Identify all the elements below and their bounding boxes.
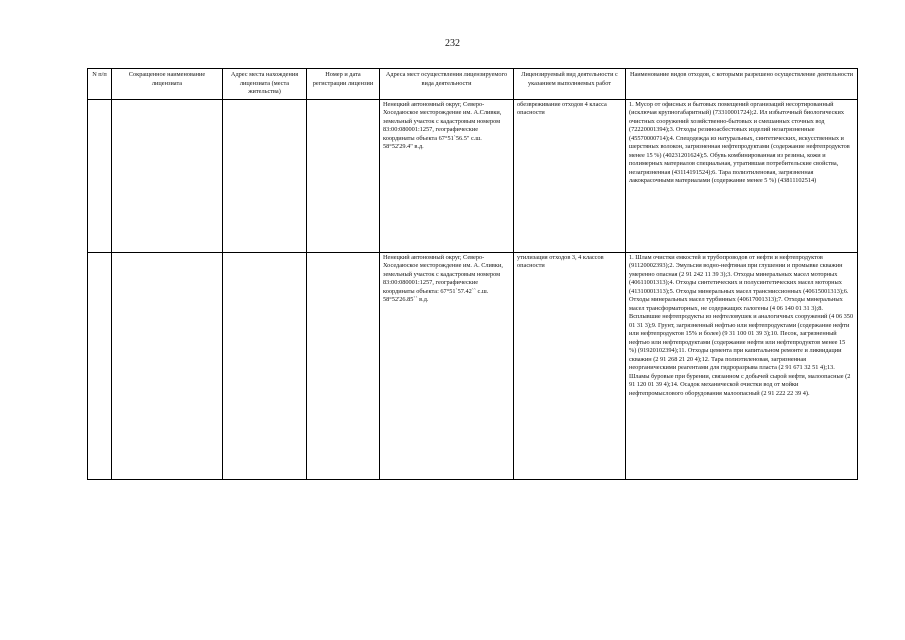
header-activity-address: Адреса мест осуществления лицензируемого вида деятельности	[380, 69, 514, 100]
cell-waste-types: 1. Шлам очистки емкостей и трубопроводов от нефти и нефтепродуктов (91120002393);2. Эмульсия водно-нефтяная при глушении и промывке скважин умеренно опасная (2 91 242 11 39 3);3. Отходы минеральных масел моторных (40611001313);4. Отходы синтетических и полусинтетических масел моторных (41310001313);5. Отходы минеральных масел трансмиссионных (40615001313);6. Отходы минеральных масел турбинных (40617001313);7. Отходы минеральных масел трансформаторных, не содержащих галогены (4 06 140 01 31 3);8. Всплывшие нефтепродукты из нефтеловушек и аналогичных сооружений (4 06 350 01 31 3);9. Грунт, загрязненный нефтью или нефтепродуктами (содержание нефти или нефтепродуктов 15% и более) (9 31 100 01 39 3);10. Песок, загрязненный нефтью или нефтепродуктами (содержание нефти или нефтепродуктов менее 15 %) (91920102394);11. Отходы цемента при капитальном ремонте и ликвидации скважин (2 91 268 21 20 4);12. Тара полиэтиленовая, загрязненная неорганическими реагентами для гидроразрыва пласта (2 91 671 32 51 4);13. Шламы буровые при бурении, связанном с добычей сырой нефти, малоопасные (2 91 120 01 39 4);14. Осадок механической очистки вод от мойки нефтепромыслового оборудования малоопасный (2 91 222 22 39 4).	[626, 252, 858, 479]
cell-licensee-name	[112, 252, 223, 479]
cell-waste-types: 1. Мусор от офисных и бытовых помещений организаций несортированный (исключая крупногабаритный) (73310001724);2. Ил избыточный биологических очистных сооружений хозяйственно-бытовых и смешанных сточных вод (72220001394);3. Отходы резиноасбестовых изделий незагрязненные (45570000714);4. Спецодежда из натуральных, синтетических, искусственных и шерстяных волокон, загрязненная нефтепродуктами (содержание нефтепродуктов менее 15 %) (40231201624);5. Обувь комбинированная из резины, кожи и полимерных материалов специальная, утратившая потребительские свойства, незагрязненная (43114191524);6. Тара полиэтиленовая, загрязненная лакокрасочными материалами (содержание менее 5 %) (43811102514)	[626, 99, 858, 252]
cell-activity-type: утилизация отходов 3, 4 классов опасности	[514, 252, 626, 479]
cell-registration	[307, 252, 380, 479]
header-licensee-address: Адрес места нахождения лицензиата (места жительства)	[223, 69, 307, 100]
page-number: 232	[445, 38, 460, 49]
cell-number	[88, 252, 112, 479]
cell-activity-address: Ненецкий автономный округ, Северо-Хоседаюское месторождение им. А.Сливки, земельный участок с кадастровым номером 83:00:080001:1257, географические координаты объекта 67°51`56.5" с.ш. 58°52'29.4" в.д.	[380, 99, 514, 252]
cell-licensee-name	[112, 99, 223, 252]
table-header-row	[88, 69, 858, 100]
cell-activity-address: Ненецкий автономный округ, Северо-Хоседаюское месторождение им. А. Сливки, земельный участок с кадастровым номером 83:00:080001:1257, географические координаты объекта: 67°51`57.42`` с.ш. 58°52'26.85`` в.д.	[380, 252, 514, 479]
header-activity-type: Лицензируемый вид деятельности с указанием выполняемых работ	[514, 69, 626, 100]
license-table	[87, 68, 858, 480]
cell-activity-type: обезвреживание отходов 4 класса опасности	[514, 99, 626, 252]
table-row	[88, 252, 858, 479]
cell-licensee-address	[223, 99, 307, 252]
header-waste-types: Наименование видов отходов, с которыми разрешено осуществление деятельности	[626, 69, 858, 100]
cell-number	[88, 99, 112, 252]
header-number: N п/п	[88, 69, 112, 100]
cell-licensee-address	[223, 252, 307, 479]
header-licensee-name: Сокращенное наименование лицензиата	[112, 69, 223, 100]
header-registration: Номер и дата регистрации лицензии	[307, 69, 380, 100]
cell-registration	[307, 99, 380, 252]
table-row	[88, 99, 858, 252]
